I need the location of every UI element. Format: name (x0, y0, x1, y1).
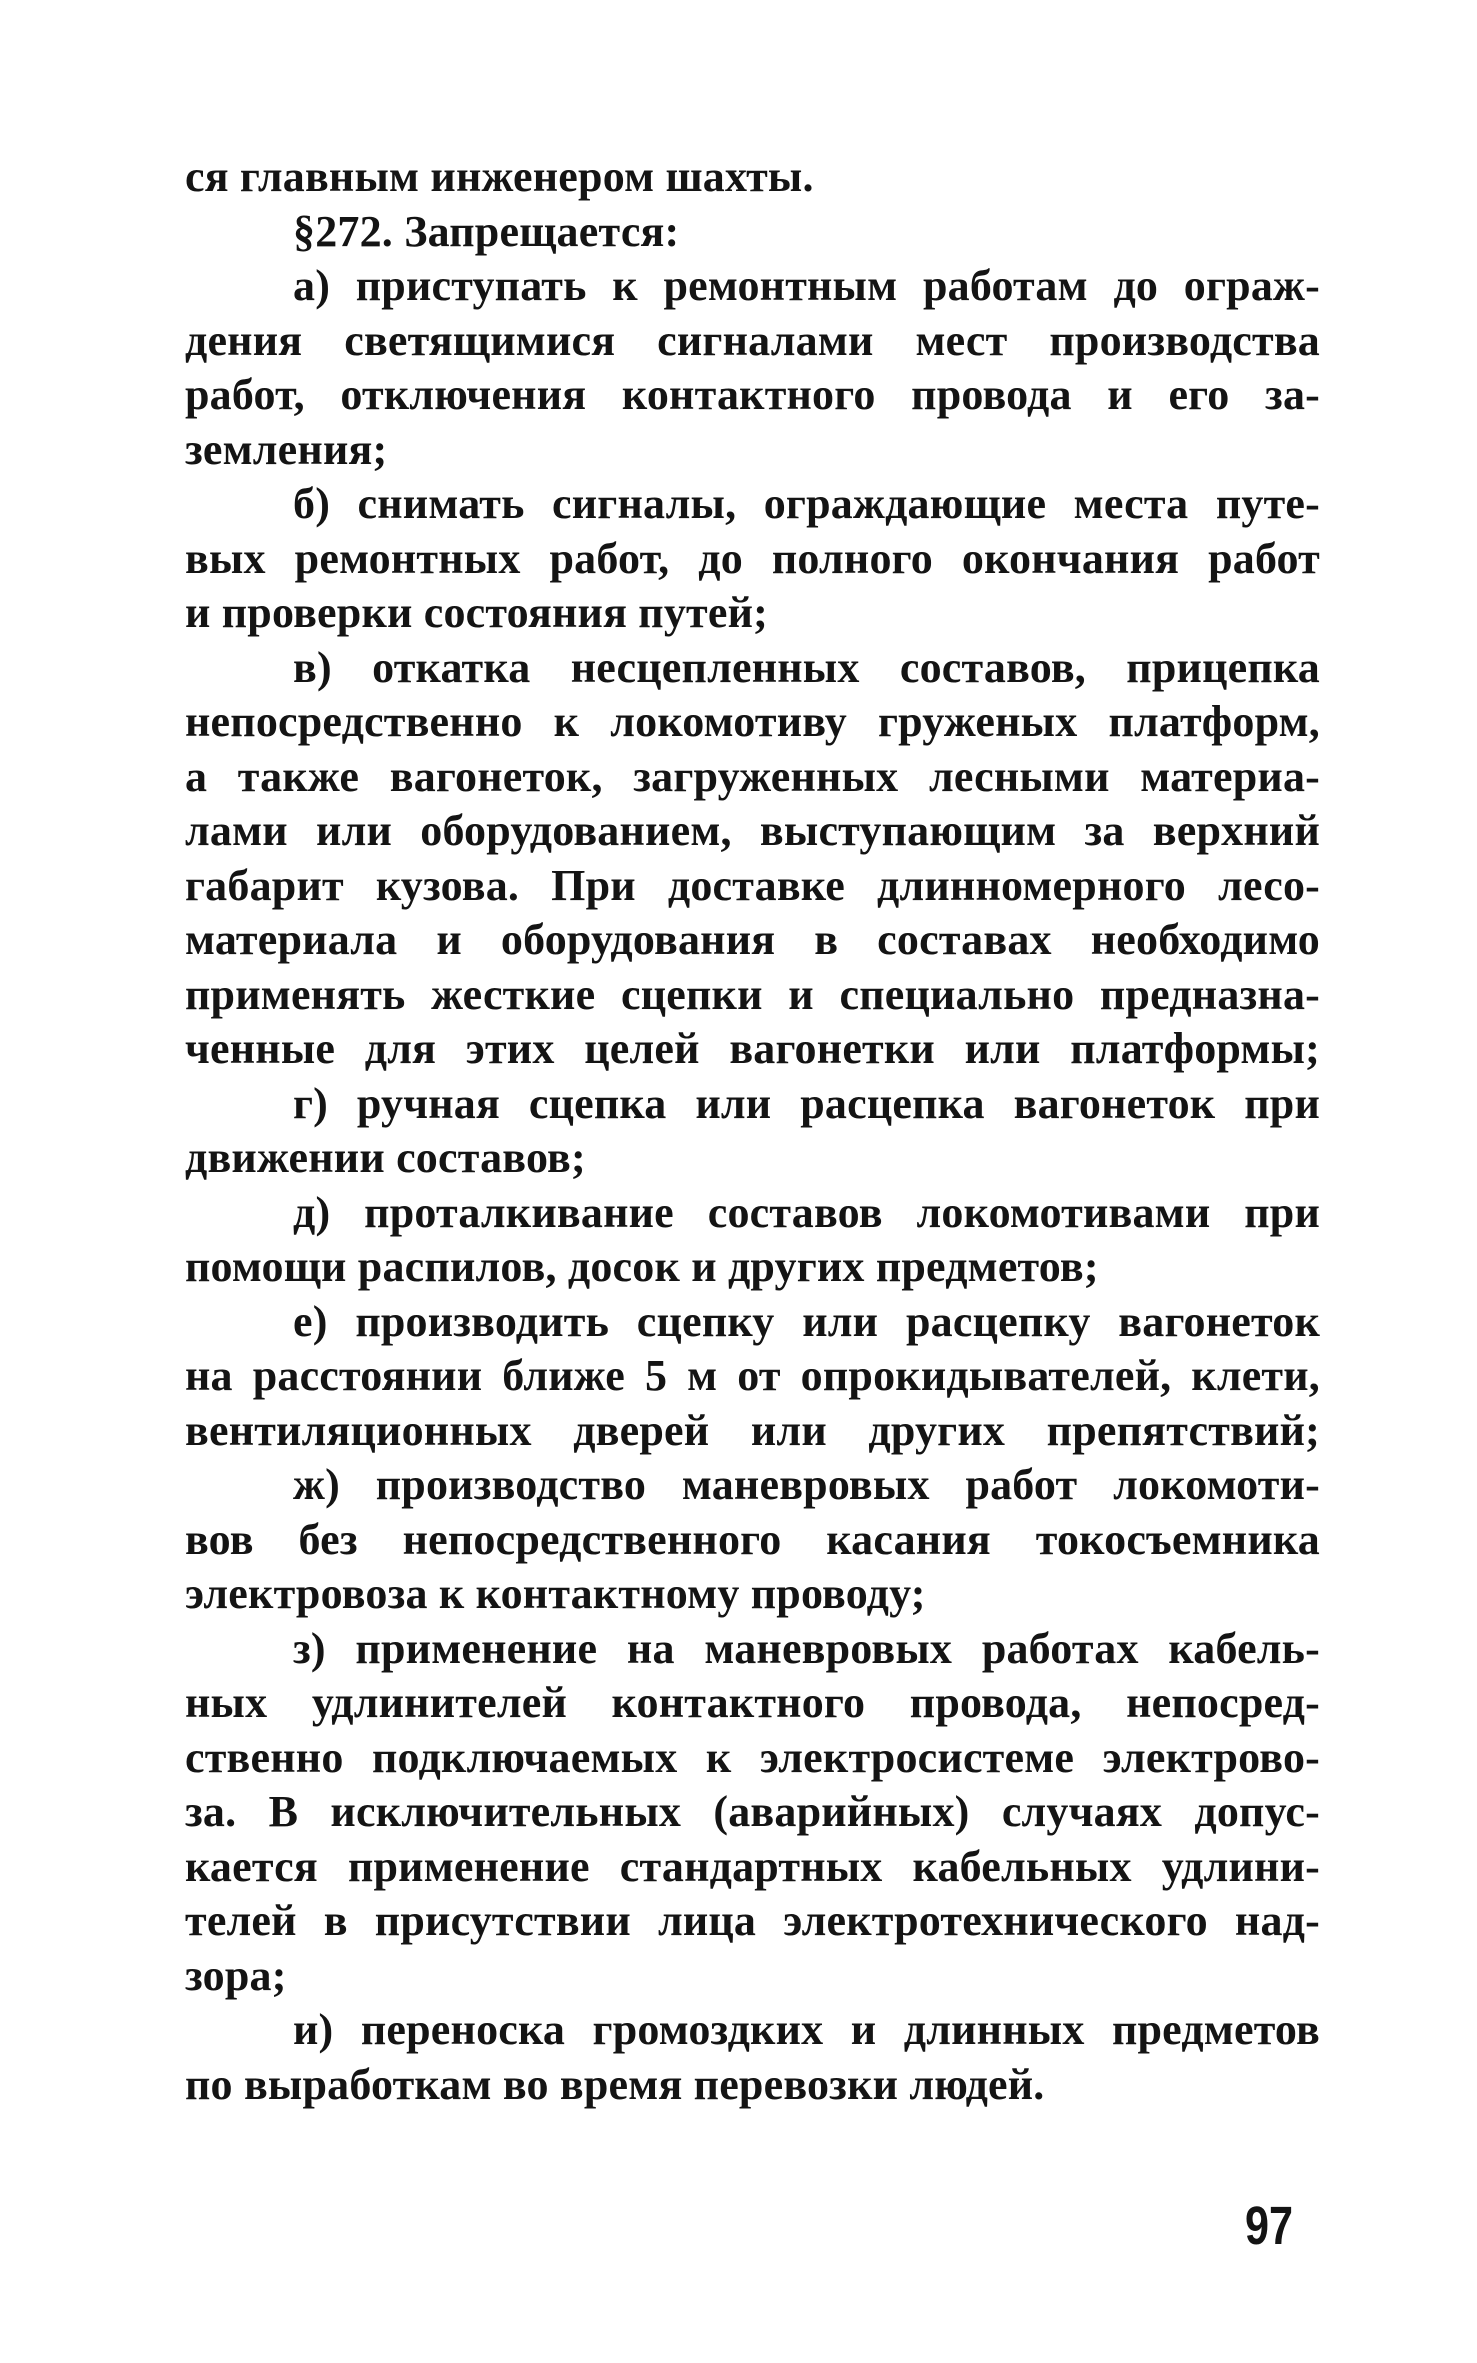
text-line: а) приступать к ремонтным работам до ограж- (293, 261, 1320, 310)
text-line: движении составов; (185, 1133, 586, 1182)
text-line: д) проталкивание составов локомотивами при (293, 1187, 1320, 1237)
text-line: вых ремонтных работ, до полного окончания работ (185, 533, 1320, 583)
text-line: материала и оборудования в составах необходимо (185, 915, 1320, 964)
text-line: на расстоянии ближе 5 м от опрокидывателей, клети, (185, 1351, 1320, 1400)
text-line: работ, отключения контактного провода и его за- (185, 370, 1320, 419)
text-line: по выработкам во время перевозки людей. (185, 2059, 1045, 2109)
text-line: ся главным инженером шахты. (185, 152, 814, 201)
section-heading: §272. Запрещается: (293, 206, 680, 256)
text-line: в) откатка несцепленных составов, прицепка (293, 642, 1320, 692)
text-line: габарит кузова. При доставке длинномерного лесо- (185, 860, 1320, 910)
text-line: земления; (185, 424, 388, 474)
text-line: ченные для этих целей вагонетки или платформы; (185, 1024, 1320, 1073)
text-line: и) переноска громоздких и длинных предметов (293, 2005, 1320, 2054)
text-line: б) снимать сигналы, ограждающие места путе- (293, 479, 1320, 528)
text-line: ж) производство маневровых работ локомоти- (293, 1460, 1320, 1509)
text-line: г) ручная сцепка или расцепка вагонеток при (293, 1078, 1320, 1128)
text-line: за. В исключительных (аварийных) случаях допус- (185, 1787, 1320, 1836)
text-line: а также вагонеток, загруженных лесными материа- (185, 751, 1320, 801)
text-line: непосредственно к локомотиву груженых платформ, (185, 697, 1320, 746)
text-line: электровоза к контактному проводу; (185, 1569, 926, 1618)
text-line: применять жесткие сцепки и специально предназна- (185, 969, 1320, 1019)
text-line: помощи распилов, досок и других предметов; (185, 1242, 1099, 1291)
text-line: ственно подключаемых к электросистеме электрово- (185, 1732, 1320, 1782)
text-line: лами или оборудованием, выступающим за верхний (185, 806, 1320, 855)
text-line: з) применение на маневровых работах кабель- (293, 1623, 1320, 1673)
text-line: ных удлинителей контактного провода, непосред- (185, 1678, 1320, 1727)
text-line: вентиляционных дверей или других препятствий; (185, 1405, 1320, 1455)
text-line: зора; (185, 1950, 287, 2000)
page-number: 97 (1245, 2196, 1294, 2256)
text-line: кается применение стандартных кабельных удлини- (185, 1841, 1320, 1891)
text-line: телей в присутствии лица электротехнического над- (185, 1896, 1320, 1945)
text-line: дения светящимися сигналами мест производства (185, 315, 1320, 365)
text-line: и проверки состояния путей; (185, 588, 769, 637)
text-line: вов без непосредственного касания токосъемника (185, 1514, 1320, 1564)
text-line: е) производить сцепку или расцепку вагонеток (293, 1296, 1320, 1346)
text-body (185, 150, 1320, 2112)
